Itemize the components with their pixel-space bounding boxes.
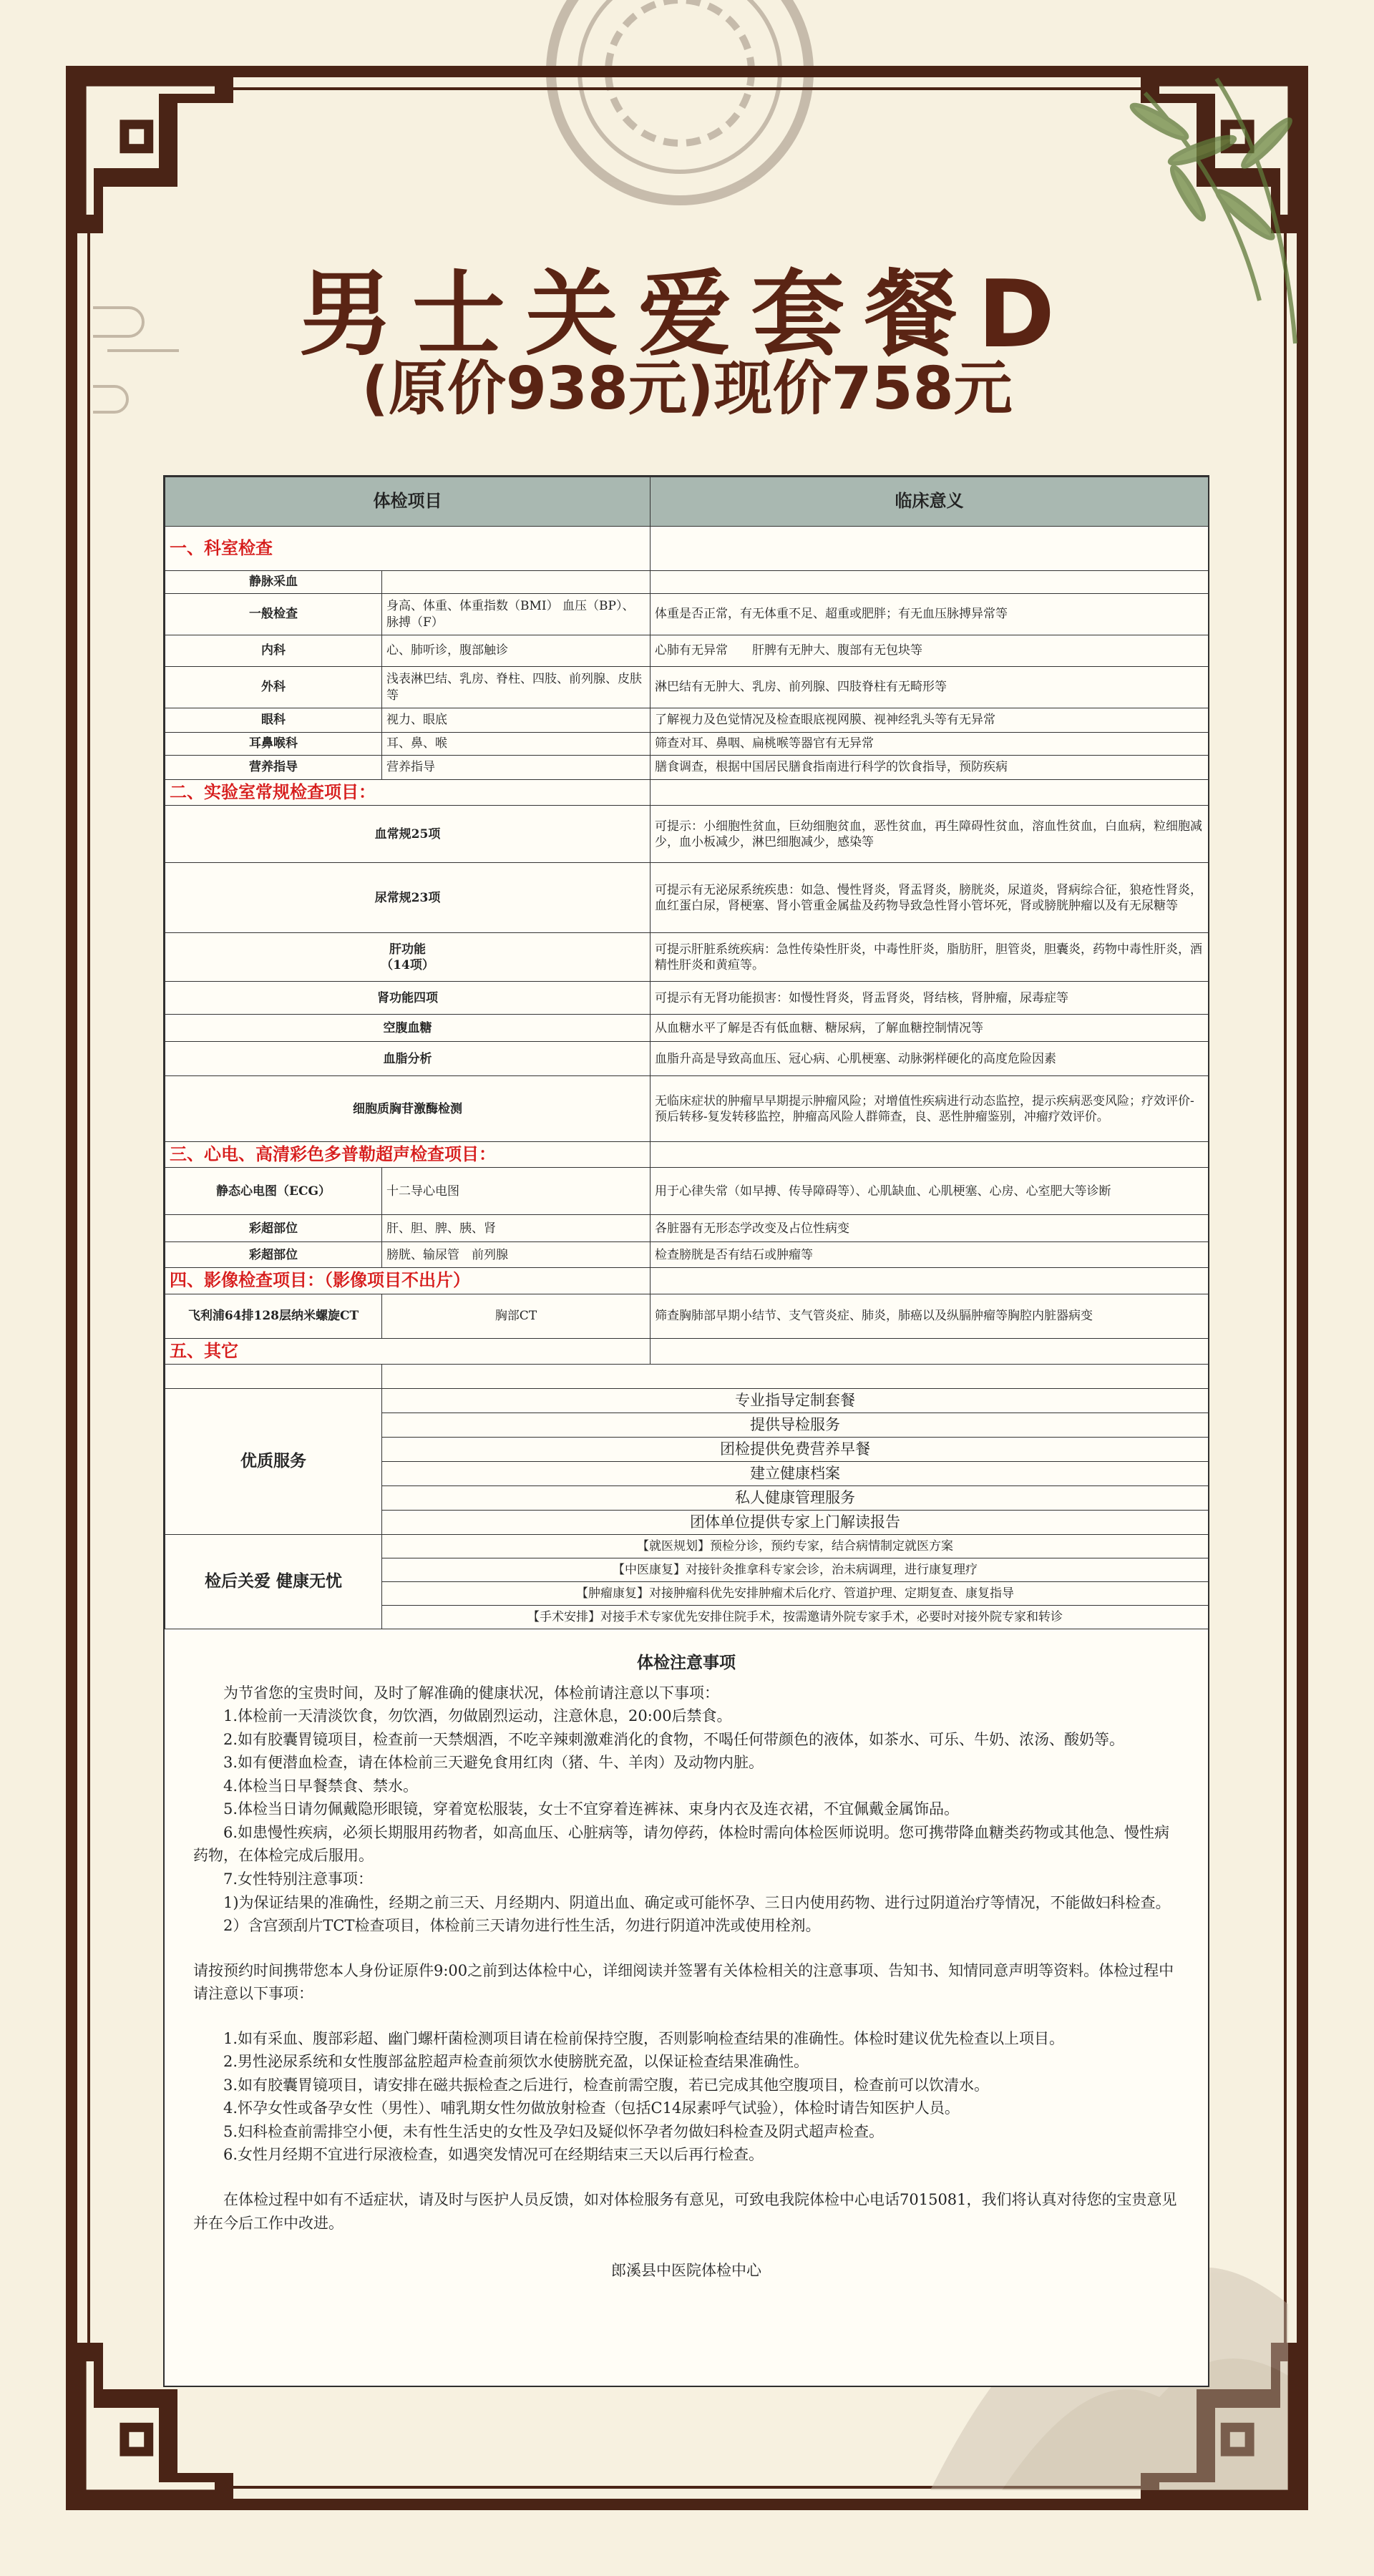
item-name: 飞利浦64排128层纳米螺旋CT bbox=[165, 1294, 382, 1338]
section-title: 二、实验室常规检查项目： bbox=[165, 780, 651, 806]
table-row bbox=[165, 1015, 1209, 1042]
item-name: 血脂分析 bbox=[165, 1042, 651, 1076]
item-content: 身高、体重、体重指数（BMI） 血压（BP）、脉搏（F） bbox=[382, 594, 651, 635]
note-item: 3.如有便潜血检查，请在体检前三天避免食用红肉（猪、牛、羊肉）及动物内脏。 bbox=[223, 1754, 764, 1772]
table-row bbox=[165, 635, 1209, 667]
notes-paragraph: 请按预约时间携带您本人身份证原件9:00之前到达体检中心，详细阅读并签署有关体检相关的注意事项、告知书、知情同意声明等资料。体检过程中请注意以下事项： bbox=[193, 1961, 1174, 2003]
item-meaning: 各脏器有无形态学改变及占位性病变 bbox=[651, 1215, 1209, 1242]
table-row bbox=[165, 708, 1209, 733]
item-name: 静态心电图（ECG） bbox=[165, 1168, 382, 1215]
table-row bbox=[165, 1168, 1209, 1215]
item-content: 营养指导 bbox=[382, 756, 651, 780]
aftercare-item: 【中医康复】对接针灸推拿科专家会诊，治未病调理，进行康复理疗 bbox=[382, 1558, 1209, 1581]
table-row bbox=[165, 1242, 1209, 1268]
item-content: 膀胱、输尿管 前列腺 bbox=[382, 1242, 651, 1268]
item-meaning: 膳食调查，根据中国居民膳食指南进行科学的饮食指导，预防疾病 bbox=[651, 756, 1209, 780]
table-row bbox=[165, 1364, 1209, 1388]
note-item: 3.如有胶囊胃镜项目，请安排在磁共振检查之后进行，检查前需空腹，若已完成其他空腹项目，检查前可以饮清水。 bbox=[223, 2076, 990, 2094]
table-row bbox=[165, 1076, 1209, 1142]
item-content: 耳、鼻、喉 bbox=[382, 733, 651, 756]
aftercare-item: 【就医规划】预检分诊，预约专家，结合病情制定就医方案 bbox=[382, 1534, 1209, 1558]
service-item: 团检提供免费营养早餐 bbox=[382, 1437, 1209, 1461]
header-item: 体检项目 bbox=[165, 477, 651, 527]
item-content: 肝、胆、脾、胰、肾 bbox=[382, 1215, 651, 1242]
item-name: 细胞质胸苷激酶检测 bbox=[165, 1076, 651, 1142]
item-meaning: 可提示有无肾功能损害：如慢性肾炎，肾盂肾炎，肾结核，肾肿瘤，尿毒症等 bbox=[651, 982, 1209, 1015]
table-row bbox=[165, 863, 1209, 933]
service-item: 建立健康档案 bbox=[382, 1461, 1209, 1485]
item-meaning: 淋巴结有无肿大、乳房、前列腺、四肢脊柱有无畸形等 bbox=[651, 667, 1209, 708]
table-row bbox=[165, 1215, 1209, 1242]
note-item: 4.体检当日早餐禁食、禁水。 bbox=[223, 1777, 419, 1795]
item-name: 静脉采血 bbox=[165, 571, 382, 594]
note-item: 5.妇科检查前需排空小便，未有性生活史的女性及孕妇及疑似怀孕者勿做妇科检查及阴式超声检查。 bbox=[223, 2122, 885, 2140]
item-name bbox=[165, 933, 651, 982]
item-meaning: 用于心律失常（如早搏、传导障碍等）、心肌缺血、心肌梗塞、心房、心室肥大等诊断 bbox=[651, 1168, 1209, 1215]
table-row bbox=[165, 982, 1209, 1015]
note-item: 2）含宫颈刮片TCT检查项目，体检前三天请勿进行性生活，勿进行阴道冲洗或使用栓剂。 bbox=[223, 1917, 821, 1935]
notes-title: 体检注意事项 bbox=[637, 1653, 736, 1672]
table-row bbox=[165, 667, 1209, 708]
service-item: 专业指导定制套餐 bbox=[382, 1388, 1209, 1413]
item-name: 一般检查 bbox=[165, 594, 382, 635]
table-row bbox=[165, 1388, 1209, 1413]
notes-closing: 在体检过程中如有不适症状，请及时与医护人员反馈，如对体检服务有意见，可致电我院体检中心电话7015081，我们将认真对待您的宝贵意见并在今后工作中改进。 bbox=[193, 2191, 1177, 2232]
item-content: 浅表淋巴结、乳房、脊柱、四肢、前列腺、皮肤等 bbox=[382, 667, 651, 708]
note-item: 1.如有采血、腹部彩超、幽门螺杆菌检测项目请在检前保持空腹，否则影响检查结果的准确性。体检时建议优先检查以上项目。 bbox=[223, 2029, 1065, 2047]
item-meaning: 可提示有无泌尿系统疾患：如急、慢性肾炎，肾盂肾炎，膀胱炎，尿道炎，肾病综合征，狼疮性肾炎，血红蛋白尿，肾梗塞、肾小管重金属盐及药物导致急性肾小管坏死，肾或膀胱肿瘤以及有无尿糖等 bbox=[651, 863, 1209, 933]
table-row bbox=[165, 594, 1209, 635]
table-row bbox=[165, 756, 1209, 780]
exam-table bbox=[165, 477, 1209, 1629]
table-row bbox=[165, 1042, 1209, 1076]
note-item: 1)为保证结果的准确性，经期之前三天、月经期内、阴道出血、确定或可能怀孕、三日内使用药物、进行过阴道治疗等情况，不能做妇科检查。 bbox=[223, 1893, 1171, 1911]
table-row bbox=[165, 733, 1209, 756]
item-meaning: 筛查胸肺部早期小结节、支气管炎症、肺炎，肺癌以及纵膈肿瘤等胸腔内脏器病变 bbox=[651, 1294, 1209, 1338]
header-meaning: 临床意义 bbox=[651, 477, 1209, 527]
section-row bbox=[165, 1142, 1209, 1168]
note-item: 6.女性月经期不宜进行尿液检查，如遇突发情况可在经期结束三天以后再行检查。 bbox=[223, 2146, 764, 2164]
item-name: 彩超部位 bbox=[165, 1242, 382, 1268]
aftercare-label: 检后关爱 健康无忧 bbox=[165, 1534, 382, 1629]
item-meaning: 从血糖水平了解是否有低血糖、糖尿病，了解血糖控制情况等 bbox=[651, 1015, 1209, 1042]
section-row bbox=[165, 527, 1209, 571]
table-row bbox=[165, 1534, 1209, 1558]
aftercare-item: 【手术安排】对接手术专家优先安排住院手术，按需邀请外院专家手术，必要时对接外院专家和转诊 bbox=[382, 1605, 1209, 1629]
table-row bbox=[165, 1294, 1209, 1338]
table-row bbox=[165, 571, 1209, 594]
item-meaning: 体重是否正常，有无体重不足、超重或肥胖；有无血压脉搏异常等 bbox=[651, 594, 1209, 635]
item-name: 眼科 bbox=[165, 708, 382, 733]
note-item: 6.如患慢性疾病，必须长期服用药物者，如高血压、心脏病等，请勿停药，体检时需向体检医师说明。您可携带降血糖类药物或其他急、慢性病药物，在体检完成后服用。 bbox=[193, 1823, 1170, 1865]
item-meaning: 可提示：小细胞性贫血，巨幼细胞贫血，恶性贫血，再生障碍性贫血，溶血性贫血，白血病，粒细胞减少，血小板减少，淋巴细胞减少，感染等 bbox=[651, 806, 1209, 863]
note-item: 2.男性泌尿系统和女性腹部盆腔超声检查前须饮水使膀胱充盈，以保证检查结果准确性。 bbox=[223, 2053, 809, 2071]
package-title: 男士关爱套餐D bbox=[299, 260, 1075, 369]
item-content: 十二导心电图 bbox=[382, 1168, 651, 1215]
signature: 郎溪县中医院体检中心 bbox=[611, 2262, 761, 2280]
item-meaning: 心肺有无异常 肝脾有无肿大、腹部有无包块等 bbox=[651, 635, 1209, 667]
note-item: 5.体检当日请勿佩戴隐形眼镜，穿着宽松服装，女士不宜穿着连裤袜、束身内衣及连衣裙，不宜佩戴金属饰品。 bbox=[223, 1800, 960, 1818]
item-name: 空腹血糖 bbox=[165, 1015, 651, 1042]
service-item: 团体单位提供专家上门解读报告 bbox=[382, 1510, 1209, 1534]
exam-notes bbox=[165, 1650, 1208, 2283]
exam-sheet bbox=[163, 475, 1209, 2387]
section-title: 一、科室检查 bbox=[165, 527, 651, 571]
aftercare-item: 【肿瘤康复】对接肿瘤科优先安排肿瘤术后化疗、管道护理、定期复查、康复指导 bbox=[382, 1581, 1209, 1605]
section-row bbox=[165, 1268, 1209, 1294]
item-name-main: 肝功能 bbox=[389, 942, 426, 957]
table-header bbox=[165, 477, 1209, 527]
section-title: 四、影像检查项目：（影像项目不出片） bbox=[165, 1268, 651, 1294]
section-title: 五、其它 bbox=[165, 1338, 651, 1364]
note-item: 4.怀孕女性或备孕女性（男性）、哺乳期女性勿做放射检查（包括C14尿素呼气试验），体检时请告知医护人员。 bbox=[223, 2099, 960, 2117]
service-item: 私人健康管理服务 bbox=[382, 1485, 1209, 1510]
section-title: 三、心电、高清彩色多普勒超声检查项目： bbox=[165, 1142, 651, 1168]
item-meaning: 可提示肝脏系统疾病：急性传染性肝炎，中毒性肝炎，脂肪肝，胆管炎，胆囊炎，药物中毒性肝炎，酒精性肝炎和黄疸等。 bbox=[651, 933, 1209, 982]
section-row bbox=[165, 1338, 1209, 1364]
package-price: (原价938元)现价758元 bbox=[361, 355, 1013, 423]
item-meaning: 检查膀胱是否有结石或肿瘤等 bbox=[651, 1242, 1209, 1268]
notes-intro: 为节省您的宝贵时间，及时了解准确的健康状况，体检前请注意以下事项： bbox=[223, 1684, 719, 1702]
item-name: 营养指导 bbox=[165, 756, 382, 780]
note-item: 2.如有胶囊胃镜项目，检查前一天禁烟酒，不吃辛辣刺激难消化的食物，不喝任何带颜色的液体，如茶水、可乐、牛奶、浓汤、酸奶等。 bbox=[223, 1730, 1125, 1748]
item-name: 彩超部位 bbox=[165, 1215, 382, 1242]
note-item: 7.女性特别注意事项： bbox=[223, 1870, 374, 1888]
item-name: 肾功能四项 bbox=[165, 982, 651, 1015]
item-content: 视力、眼底 bbox=[382, 708, 651, 733]
service-label: 优质服务 bbox=[165, 1388, 382, 1534]
item-content: 心、肺听诊，腹部触诊 bbox=[382, 635, 651, 667]
item-meaning: 了解视力及色觉情况及检查眼底视网膜、视神经乳头等有无异常 bbox=[651, 708, 1209, 733]
item-name: 血常规25项 bbox=[165, 806, 651, 863]
item-name: 外科 bbox=[165, 667, 382, 708]
table-row bbox=[165, 806, 1209, 863]
item-name: 尿常规23项 bbox=[165, 863, 651, 933]
section-row bbox=[165, 780, 1209, 806]
note-item: 1.体检前一天清淡饮食，勿饮酒，勿做剧烈运动，注意休息，20:00后禁食。 bbox=[223, 1707, 732, 1725]
item-meaning: 筛查对耳、鼻咽、扁桃喉等器官有无异常 bbox=[651, 733, 1209, 756]
item-content: 胸部CT bbox=[382, 1294, 651, 1338]
item-meaning: 无临床症状的肿瘤早早期提示肿瘤风险；对增值性疾病进行动态监控，提示疾病恶变风险；疗效评价-预后转移-复发转移监控，肿瘤高风险人群筛查，良、恶性肿瘤鉴别，冲瘤疗效评价。 bbox=[651, 1076, 1209, 1142]
item-meaning: 血脂升高是导致高血压、冠心病、心肌梗塞、动脉粥样硬化的高度危险因素 bbox=[651, 1042, 1209, 1076]
table-row bbox=[165, 933, 1209, 982]
service-item: 提供导检服务 bbox=[382, 1413, 1209, 1437]
item-name: 耳鼻喉科 bbox=[165, 733, 382, 756]
item-name-sub: （14项） bbox=[381, 957, 434, 972]
item-name: 内科 bbox=[165, 635, 382, 667]
